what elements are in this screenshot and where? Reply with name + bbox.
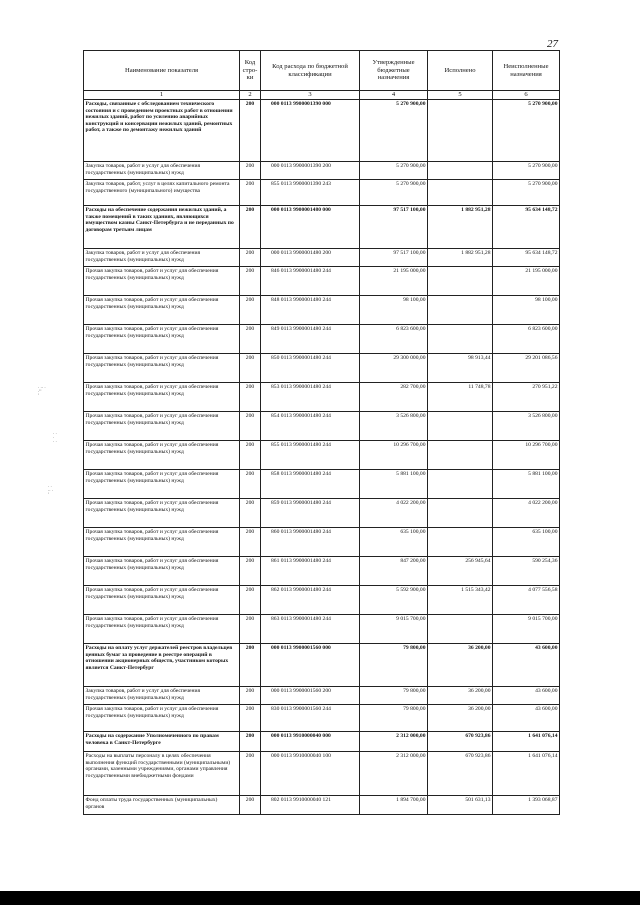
row-executed-amount: 670 923,86 xyxy=(428,732,493,752)
margin-scan-mark: · ·· · ·'' ' xyxy=(38,385,46,398)
table-row xyxy=(84,705,560,732)
row-indicator-name: Прочая закупка товаров, работ и услуг для обеспечения государственных (муниципальных) нужд xyxy=(84,470,240,499)
row-indicator-name: Закупка товаров, работ, услуг в целях капитального ремонта государственного (муниципального) имущества xyxy=(84,180,240,206)
row-executed-amount xyxy=(428,296,493,325)
row-unexecuted-amount: 1 641 076,14 xyxy=(493,732,560,752)
row-indicator-name: Прочая закупка товаров, работ и услуг для обеспечения государственных (муниципальных) нужд xyxy=(84,528,240,557)
row-unexecuted-amount: 98 100,00 xyxy=(493,296,560,325)
row-approved-amount: 9 015 700,00 xyxy=(360,615,428,644)
row-executed-amount: 501 631,13 xyxy=(428,796,493,815)
row-budget-code: 855 0113 9900001480 244 xyxy=(261,441,360,470)
row-unexecuted-amount: 9 015 700,00 xyxy=(493,615,560,644)
row-executed-amount: 11 748,78 xyxy=(428,383,493,412)
table-row xyxy=(84,162,560,180)
row-unexecuted-amount: 590 254,36 xyxy=(493,557,560,586)
row-approved-amount: 635 100,00 xyxy=(360,528,428,557)
row-indicator-name: Закупка товаров, работ и услуг для обеспечения государственных (муниципальных) нужд xyxy=(84,687,240,705)
row-budget-code: 000 0113 9900001560 200 xyxy=(261,687,360,705)
row-unexecuted-amount: 1 641 076,14 xyxy=(493,752,560,796)
page-number: 27 xyxy=(547,38,558,50)
row-executed-amount: 36 200,00 xyxy=(428,705,493,732)
margin-scan-mark: · · ·· · ' xyxy=(48,484,54,497)
row-indicator-name: Прочая закупка товаров, работ и услуг для обеспечения государственных (муниципальных) нужд xyxy=(84,412,240,441)
row-approved-amount: 6 823 600,00 xyxy=(360,325,428,354)
row-indicator-name: Прочая закупка товаров, работ и услуг для обеспечения государственных (муниципальных) нужд xyxy=(84,615,240,644)
row-budget-code: 849 0113 9900001480 244 xyxy=(261,325,360,354)
row-indicator-name: Расходы на содержание Уполномоченного по правам человека в Санкт-Петербурге xyxy=(84,732,240,752)
row-line-code: 200 xyxy=(240,586,261,615)
row-line-code: 200 xyxy=(240,687,261,705)
row-budget-code: 000 0113 9900001560 000 xyxy=(261,644,360,687)
row-line-code: 200 xyxy=(240,470,261,499)
row-budget-code: 848 0113 9900001480 244 xyxy=(261,296,360,325)
row-indicator-name: Прочая закупка товаров, работ и услуг для обеспечения государственных (муниципальных) нужд xyxy=(84,325,240,354)
row-budget-code: 000 0113 9910000040 100 xyxy=(261,752,360,796)
row-budget-code: 000 0113 9910000040 000 xyxy=(261,732,360,752)
row-unexecuted-amount: 95 634 148,72 xyxy=(493,206,560,249)
row-executed-amount xyxy=(428,325,493,354)
column-number: 2 xyxy=(240,91,261,100)
table-row xyxy=(84,796,560,815)
row-line-code: 200 xyxy=(240,441,261,470)
row-budget-code: 859 0113 9900001480 244 xyxy=(261,499,360,528)
table-header-row xyxy=(84,51,560,91)
row-unexecuted-amount: 5 270 900,00 xyxy=(493,162,560,180)
row-line-code: 200 xyxy=(240,752,261,796)
row-unexecuted-amount: 635 100,00 xyxy=(493,528,560,557)
row-approved-amount: 79 800,00 xyxy=(360,687,428,705)
row-unexecuted-amount: 4 077 556,58 xyxy=(493,586,560,615)
column-number: 1 xyxy=(84,91,240,100)
row-budget-code: 860 0113 9900001480 244 xyxy=(261,528,360,557)
table-row xyxy=(84,383,560,412)
row-budget-code: 846 0113 9900001480 244 xyxy=(261,267,360,296)
column-number: 5 xyxy=(428,91,493,100)
row-indicator-name: Прочая закупка товаров, работ и услуг для обеспечения государственных (муниципальных) нужд xyxy=(84,557,240,586)
row-budget-code: 854 0113 9900001480 244 xyxy=(261,412,360,441)
row-unexecuted-amount: 5 270 900,00 xyxy=(493,180,560,206)
row-approved-amount: 5 270 900,00 xyxy=(360,180,428,206)
table-row xyxy=(84,206,560,249)
row-approved-amount: 5 881 100,00 xyxy=(360,470,428,499)
table-row xyxy=(84,615,560,644)
row-approved-amount: 97 517 100,00 xyxy=(360,206,428,249)
row-line-code: 200 xyxy=(240,615,261,644)
scan-bottom-border xyxy=(0,891,640,905)
column-number: 3 xyxy=(261,91,360,100)
row-line-code: 200 xyxy=(240,296,261,325)
row-indicator-name: Фонд оплаты труда государственных (муниципальных) органов xyxy=(84,796,240,815)
row-line-code: 200 xyxy=(240,412,261,441)
row-unexecuted-amount: 95 634 148,72 xyxy=(493,249,560,267)
row-approved-amount: 5 270 900,00 xyxy=(360,162,428,180)
row-executed-amount xyxy=(428,412,493,441)
row-line-code: 200 xyxy=(240,732,261,752)
row-approved-amount: 1 894 700,00 xyxy=(360,796,428,815)
table-row xyxy=(84,557,560,586)
row-indicator-name: Прочая закупка товаров, работ и услуг для обеспечения государственных (муниципальных) нужд xyxy=(84,705,240,732)
row-budget-code: 863 0113 9900001480 244 xyxy=(261,615,360,644)
row-unexecuted-amount: 6 823 600,00 xyxy=(493,325,560,354)
row-executed-amount xyxy=(428,499,493,528)
table-row xyxy=(84,249,560,267)
header-approved: Утвержденные бюджетные назначения xyxy=(360,51,428,91)
row-approved-amount: 2 312 000,00 xyxy=(360,732,428,752)
table-row xyxy=(84,470,560,499)
row-approved-amount: 98 100,00 xyxy=(360,296,428,325)
row-budget-code: 000 0113 9900001480 000 xyxy=(261,206,360,249)
row-unexecuted-amount: 10 296 700,00 xyxy=(493,441,560,470)
row-budget-code: 000 0113 9900001480 200 xyxy=(261,249,360,267)
row-executed-amount xyxy=(428,441,493,470)
row-executed-amount xyxy=(428,470,493,499)
row-executed-amount xyxy=(428,180,493,206)
table-row xyxy=(84,586,560,615)
table-row xyxy=(84,528,560,557)
row-line-code: 200 xyxy=(240,383,261,412)
table-row xyxy=(84,732,560,752)
row-line-code: 200 xyxy=(240,206,261,249)
row-approved-amount: 2 312 000,00 xyxy=(360,752,428,796)
row-executed-amount xyxy=(428,100,493,162)
row-budget-code: 862 0113 9900001480 244 xyxy=(261,586,360,615)
table-row xyxy=(84,325,560,354)
row-line-code: 200 xyxy=(240,180,261,206)
row-unexecuted-amount: 21 195 000,00 xyxy=(493,267,560,296)
row-executed-amount xyxy=(428,615,493,644)
row-indicator-name: Прочая закупка товаров, работ и услуг для обеспечения государственных (муниципальных) нужд xyxy=(84,296,240,325)
row-unexecuted-amount: 270 951,22 xyxy=(493,383,560,412)
row-indicator-name: Прочая закупка товаров, работ и услуг для обеспечения государственных (муниципальных) нужд xyxy=(84,441,240,470)
row-executed-amount: 670 923,86 xyxy=(428,752,493,796)
row-budget-code: 850 0113 9900001480 244 xyxy=(261,354,360,383)
row-approved-amount: 5 592 900,00 xyxy=(360,586,428,615)
row-executed-amount xyxy=(428,267,493,296)
row-approved-amount: 21 195 000,00 xyxy=(360,267,428,296)
row-executed-amount xyxy=(428,162,493,180)
budget-execution-table xyxy=(83,50,560,815)
column-number-row xyxy=(84,91,560,100)
table-row xyxy=(84,180,560,206)
row-indicator-name: Прочая закупка товаров, работ и услуг для обеспечения государственных (муниципальных) нужд xyxy=(84,354,240,383)
row-executed-amount: 98 913,44 xyxy=(428,354,493,383)
header-indicator-name: Наименование показателя xyxy=(84,51,240,91)
row-executed-amount: 1 882 951,28 xyxy=(428,249,493,267)
row-budget-code: 830 0113 9900001560 244 xyxy=(261,705,360,732)
row-unexecuted-amount: 1 393 068,87 xyxy=(493,796,560,815)
row-budget-code: 858 0113 9900001480 244 xyxy=(261,470,360,499)
row-line-code: 200 xyxy=(240,557,261,586)
table-row xyxy=(84,354,560,383)
row-executed-amount: 36 200,00 xyxy=(428,644,493,687)
row-line-code: 200 xyxy=(240,528,261,557)
row-approved-amount: 5 270 900,00 xyxy=(360,100,428,162)
table-row xyxy=(84,296,560,325)
row-budget-code: 853 0113 9900001480 244 xyxy=(261,383,360,412)
header-unexecuted: Неисполненные назначения xyxy=(493,51,560,91)
row-line-code: 200 xyxy=(240,796,261,815)
table-row xyxy=(84,441,560,470)
header-executed: Исполнено xyxy=(428,51,493,91)
row-unexecuted-amount: 43 600,00 xyxy=(493,687,560,705)
table-row xyxy=(84,499,560,528)
row-budget-code: 802 0113 9910000040 121 xyxy=(261,796,360,815)
row-indicator-name: Прочая закупка товаров, работ и услуг для обеспечения государственных (муниципальных) нужд xyxy=(84,383,240,412)
row-unexecuted-amount: 29 201 086,56 xyxy=(493,354,560,383)
row-unexecuted-amount: 43 600,00 xyxy=(493,644,560,687)
row-approved-amount: 10 296 700,00 xyxy=(360,441,428,470)
row-unexecuted-amount: 5 881 100,00 xyxy=(493,470,560,499)
row-budget-code: 000 0113 9900001390 000 xyxy=(261,100,360,162)
row-line-code: 200 xyxy=(240,100,261,162)
row-unexecuted-amount: 43 600,00 xyxy=(493,705,560,732)
row-approved-amount: 79 800,00 xyxy=(360,644,428,687)
row-indicator-name: Закупка товаров, работ и услуг для обеспечения государственных (муниципальных) нужд xyxy=(84,162,240,180)
row-line-code: 200 xyxy=(240,705,261,732)
row-unexecuted-amount: 5 270 900,00 xyxy=(493,100,560,162)
row-approved-amount: 79 800,00 xyxy=(360,705,428,732)
row-approved-amount: 847 200,00 xyxy=(360,557,428,586)
table-row xyxy=(84,412,560,441)
table-row xyxy=(84,644,560,687)
row-budget-code: 861 0113 9900001480 244 xyxy=(261,557,360,586)
table-row xyxy=(84,267,560,296)
header-budget-code: Код расхода по бюджетной классификации xyxy=(261,51,360,91)
row-budget-code: 000 0113 9900001390 200 xyxy=(261,162,360,180)
row-line-code: 200 xyxy=(240,644,261,687)
row-approved-amount: 29 300 000,00 xyxy=(360,354,428,383)
row-budget-code: 855 0113 9900001390 243 xyxy=(261,180,360,206)
row-approved-amount: 3 526 800,00 xyxy=(360,412,428,441)
row-executed-amount: 256 945,64 xyxy=(428,557,493,586)
column-number: 6 xyxy=(493,91,560,100)
margin-scan-mark: · · · · · xyxy=(53,431,57,444)
row-indicator-name: Прочая закупка товаров, работ и услуг для обеспечения государственных (муниципальных) нужд xyxy=(84,586,240,615)
row-indicator-name: Прочая закупка товаров, работ и услуг для обеспечения государственных (муниципальных) нужд xyxy=(84,499,240,528)
row-executed-amount: 1 882 951,28 xyxy=(428,206,493,249)
row-indicator-name: Расходы на выплаты персоналу в целях обеспечения выполнения функций государственными (муниципальными) органами, казенными учреждениями, органами управления государственными внебюджетными фондами xyxy=(84,752,240,796)
row-indicator-name: Расходы, связанные с обследованием технического состояния и с проведением проектных работ в отношении нежилых зданий, работ по усилению аварийных конструкций и консервации нежилых зданий, ремонтных работ, а также по демонтажу нежилых зданий xyxy=(84,100,240,162)
table-body xyxy=(84,100,560,815)
table-row xyxy=(84,752,560,796)
row-approved-amount: 282 700,00 xyxy=(360,383,428,412)
row-approved-amount: 4 022 200,00 xyxy=(360,499,428,528)
row-indicator-name: Расходы на обеспечение содержания нежилых зданий, а также помещений в таких зданиях, являющихся имуществом казны Санкт-Петербурга и не переданных по договорам третьим лицам xyxy=(84,206,240,249)
row-executed-amount xyxy=(428,528,493,557)
row-line-code: 200 xyxy=(240,354,261,383)
row-line-code: 200 xyxy=(240,325,261,354)
row-line-code: 200 xyxy=(240,162,261,180)
row-indicator-name: Расходы на оплату услуг держателей реестров владельцев ценных бумаг за проведение в реестре операций в отношении акционерных обществ, участником которых является Санкт-Петербург xyxy=(84,644,240,687)
table-row xyxy=(84,687,560,705)
row-line-code: 200 xyxy=(240,499,261,528)
table-row xyxy=(84,100,560,162)
row-executed-amount: 1 515 343,42 xyxy=(428,586,493,615)
row-unexecuted-amount: 3 526 800,00 xyxy=(493,412,560,441)
row-indicator-name: Прочая закупка товаров, работ и услуг для обеспечения государственных (муниципальных) нужд xyxy=(84,267,240,296)
row-line-code: 200 xyxy=(240,267,261,296)
row-indicator-name: Закупка товаров, работ и услуг для обеспечения государственных (муниципальных) нужд xyxy=(84,249,240,267)
row-unexecuted-amount: 4 022 200,00 xyxy=(493,499,560,528)
header-line-code: Код стро-ки xyxy=(240,51,261,91)
row-approved-amount: 97 517 100,00 xyxy=(360,249,428,267)
row-executed-amount: 36 200,00 xyxy=(428,687,493,705)
column-number: 4 xyxy=(360,91,428,100)
row-line-code: 200 xyxy=(240,249,261,267)
